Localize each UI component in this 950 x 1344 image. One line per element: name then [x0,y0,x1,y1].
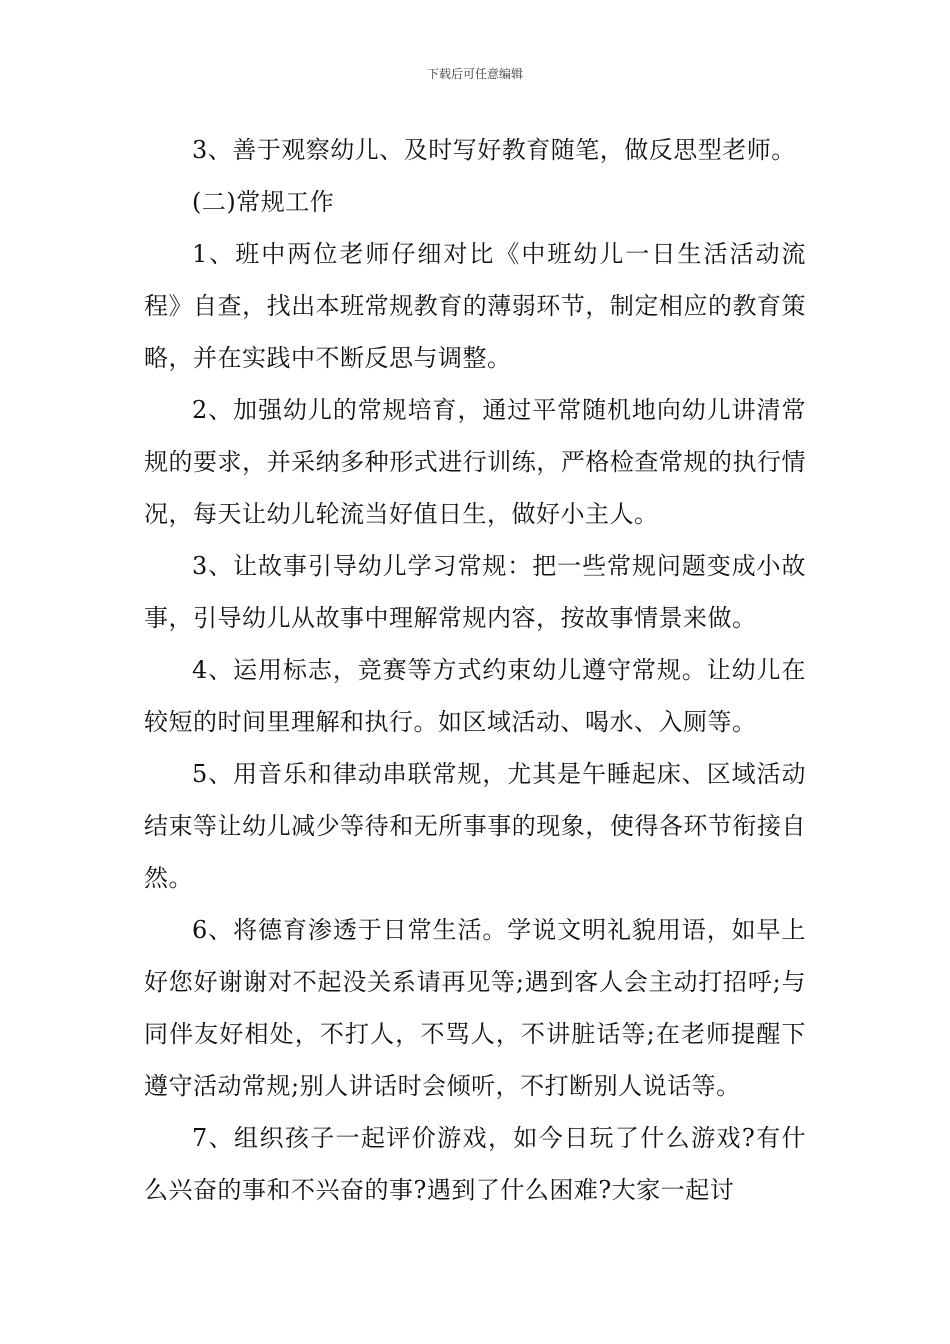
paragraph-5: 4、运用标志，竞赛等方式约束幼儿遵守常规。让幼儿在较短的时间里理解和执行。如区域活动、喝水、入厕等。 [144,656,806,736]
paragraph-8: 7、组织孩子一起评价游戏，如今日玩了什么游戏?有什么兴奋的事和不兴奋的事?遇到了什么困难?大家一起讨 [144,1124,806,1204]
paragraph-7: 6、将德育渗透于日常生活。学说文明礼貌用语，如早上好您好谢谢对不起没关系请再见等;遇到客人会主动打招呼;与同伴友好相处，不打人，不骂人，不讲脏话等;在老师提醒下遵守活动常规;别人讲话时会倾听，不打断别人说话等。 [144,916,806,1100]
paragraph-1: 3、善于观察幼儿、及时写好教育随笔，做反思型老师。 [192,136,796,164]
paragraph-2: 1、班中两位老师仔细对比《中班幼儿一日生活活动流程》自查，找出本班常规教育的薄弱环节，制定相应的教育策略，并在实践中不断反思与调整。 [144,240,806,372]
page-header: 下载后可任意编辑 [426,67,523,81]
paragraph-4: 3、让故事引导幼儿学习常规：把一些常规问题变成小故事，引导幼儿从故事中理解常规内容，按故事情景来做。 [144,552,806,632]
paragraph-6: 5、用音乐和律动串联常规，尤其是午睡起床、区域活动结束等让幼儿减少等待和无所事事的现象，使得各环节衔接自然。 [144,760,806,892]
section-heading: (二)常规工作 [192,188,335,216]
document-body [144,124,806,1216]
paragraph-3: 2、加强幼儿的常规培育，通过平常随机地向幼儿讲清常规的要求，并采纳多种形式进行训练，严格检查常规的执行情况，每天让幼儿轮流当好值日生，做好小主人。 [144,396,806,528]
